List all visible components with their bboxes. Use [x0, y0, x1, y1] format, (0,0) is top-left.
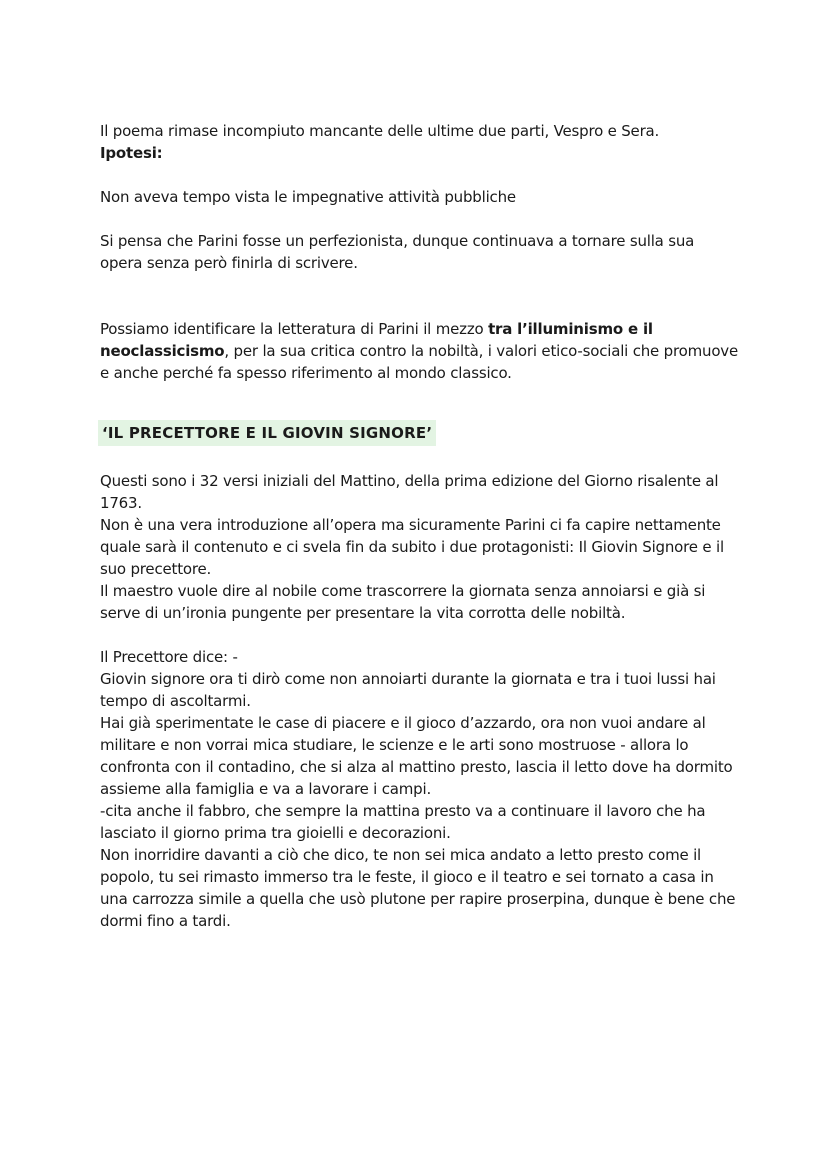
- paragraph-2-line-3: Hai già sperimentate le case di piacere e il gioco d’azzardo, ora non vuoi andare al militare e non vorrai mica studiare, le scienze e le arti sono mostruose - allora lo confronta con il contadino, che si alza al mattino presto, lascia il letto dove ha dormito assieme alla famiglia e va a lavorare i campi.: [100, 714, 733, 798]
- classification-paragraph: [100, 318, 740, 384]
- classification-text-after: , per la sua critica contro la nobiltà, i valori etico-sociali che promuove e anche perché fa spesso riferimento al mondo classico.: [100, 342, 738, 382]
- paragraph-2-line-1: Il Precettore dice: -: [100, 648, 238, 666]
- hypothesis-1: Non aveva tempo vista le impegnative attività pubbliche: [100, 188, 516, 206]
- paragraph-1-line-3: Il maestro vuole dire al nobile come trascorrere la giornata senza annoiarsi e già si serve di un’ironia pungente per presentare la vita corrotta delle nobiltà.: [100, 582, 706, 622]
- paragraph-2-line-4: -cita anche il fabbro, che sempre la mattina presto va a continuare il lavoro che ha lasciato il giorno prima tra gioielli e decorazioni.: [100, 802, 706, 842]
- hypothesis-2: Si pensa che Parini fosse un perfezionista, dunque continuava a tornare sulla sua opera senza però finirla di scrivere.: [100, 232, 695, 272]
- section-heading-row: [100, 420, 740, 446]
- classification-bold: tra l’illuminismo e il neoclassicismo: [100, 320, 653, 360]
- paragraph-1-line-1: Questi sono i 32 versi iniziali del Mattino, della prima edizione del Giorno risalente al 1763.: [100, 472, 719, 512]
- ipotesi-label-text: Ipotesi:: [100, 144, 163, 162]
- paragraph-2-line-5: Non inorridire davanti a ciò che dico, te non sei mica andato a letto presto come il popolo, tu sei rimasto immerso tra le feste, il gioco e il teatro e sei tornato a casa in una carrozza simile a quella che usò plutone per rapire proserpina, dunque è bene che dormi fino a tardi.: [100, 846, 736, 930]
- intro-line: Il poema rimase incompiuto mancante delle ultime due parti, Vespro e Sera.: [100, 122, 660, 140]
- section-heading: ‘IL PRECETTORE E IL GIOVIN SIGNORE’: [98, 420, 436, 446]
- ipotesi-label: [100, 142, 740, 164]
- document-page: [100, 120, 740, 932]
- paragraph-1-line-2: Non è una vera introduzione all’opera ma sicuramente Parini ci fa capire nettamente quale sarà il contenuto e ci svela fin da subito i due protagonisti: Il Giovin Signore e il suo precettore.: [100, 516, 724, 578]
- classification-text-before: Possiamo identificare la letteratura di Parini il mezzo: [100, 320, 489, 338]
- paragraph-2-line-2: Giovin signore ora ti dirò come non annoiarti durante la giornata e tra i tuoi lussi hai tempo di ascoltarmi.: [100, 670, 716, 710]
